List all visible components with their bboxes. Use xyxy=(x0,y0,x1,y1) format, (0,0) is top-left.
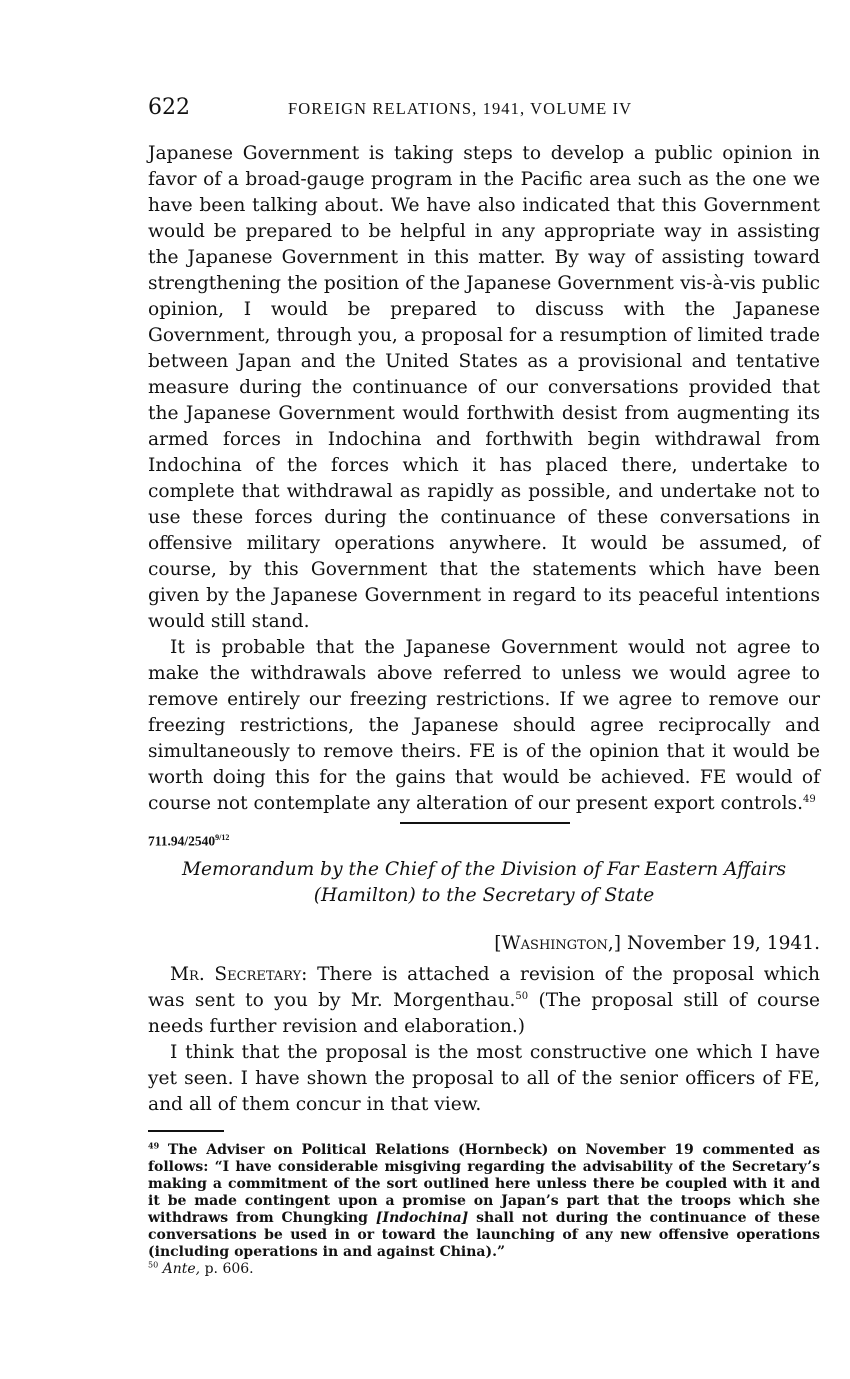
dateline xyxy=(494,931,820,957)
continuation-paragraph: Japanese Government is taking steps to develop a public opinion in favor of a broad-gauge program in the Pacific area such as the one we have been talking about. We have also indicated that this Government would be prepared to be helpful in any appropriate way in assisting the Japanese Government in this matter. By way of assisting toward strengthening the position of the Japanese Government vis-à-vis public opinion, I would be prepared to discuss with the Japanese Government, through you, a proposal for a resumption of limited trade between Japan and the United States as a provisional and tentative measure during the continuance of our conversations provided that the Japanese Government would forthwith desist from augmenting its armed forces in Indochina and forthwith begin withdrawal from Indochina of the forces which it has placed there, undertake to complete that withdrawal as rapidly as possible, and undertake not to use these forces during the continuance of these conversations in offensive military operations anywhere. It would be assumed, of course, by this Government that the statements which have been given by the Japanese Government in regard to its peaceful intentions would still stand. xyxy=(148,143,820,632)
file-number-fraction: 9/12 xyxy=(215,833,230,842)
memo-paragraph: Mr. Secretary: There is attached a revision of the proposal which was sent to you by Mr. Morgenthau.$^{50}$ (The proposal still of course needs further revision and elaboration.) xyxy=(148,964,820,1037)
salutation: Mr. Secretary: xyxy=(170,964,308,985)
dateline-date: November 19, 1941. xyxy=(626,933,820,954)
footnote-50: $^{50}$ Ante, p. 606. xyxy=(148,1260,254,1277)
page-number: 622 xyxy=(148,95,190,120)
section-divider xyxy=(400,822,570,824)
footnote-ref-49[interactable]: 49 xyxy=(803,793,816,805)
dateline-place: [Washington,] xyxy=(494,933,622,954)
footnote-ref-50[interactable]: 50 xyxy=(515,990,529,1002)
footnotes xyxy=(148,1142,820,1278)
memo-body xyxy=(148,962,820,1118)
footnote-divider xyxy=(148,1130,224,1132)
continuation-paragraph: It is probable that the Japanese Government would not agree to make the withdrawals above referred to unless we would agree to remove entirely our freezing restrictions. If we agree to remove our freezing restrictions, the Japanese should agree reciprocally and simultaneously to remove theirs. FE is of the opinion that it would be worth doing this for the gains that would be achieved. FE would of course not contemplate any alteration of our present export controls.$^{49}$ xyxy=(148,637,820,814)
memo-title-line: Memorandum by the Chief of the Division of Far Eastern Affairs xyxy=(181,859,787,880)
file-number: $711.94/2540^{9/12}$ xyxy=(148,833,230,849)
memo-title xyxy=(148,857,820,909)
page-header xyxy=(148,95,820,125)
memo-paragraph: I think that the proposal is the most constructive one which I have yet seen. I have shown the proposal to all of the senior officers of FE, and all of them concur in that view. xyxy=(148,1042,820,1115)
running-head: FOREIGN RELATIONS, 1941, VOLUME IV xyxy=(288,99,633,118)
memo-title-line: (Hamilton) to the Secretary of State xyxy=(313,885,655,906)
footnote-49: $^{49}$ The Adviser on Political Relations (Hornbeck) on November 19 commented as follows: “I have considerable misgiving regarding the advisability of the Secretary’s making a commitment of the sort outlined here unless there be coupled with it and it be made contingent upon a promise on Japan’s part that the troops which she withdraws from Chungking [Indochina] shall not during the continuance of these conversations be used in or toward the launching of any new offensive operations (including operations in and against China).” xyxy=(148,1140,821,1260)
continuation-text xyxy=(148,141,820,817)
